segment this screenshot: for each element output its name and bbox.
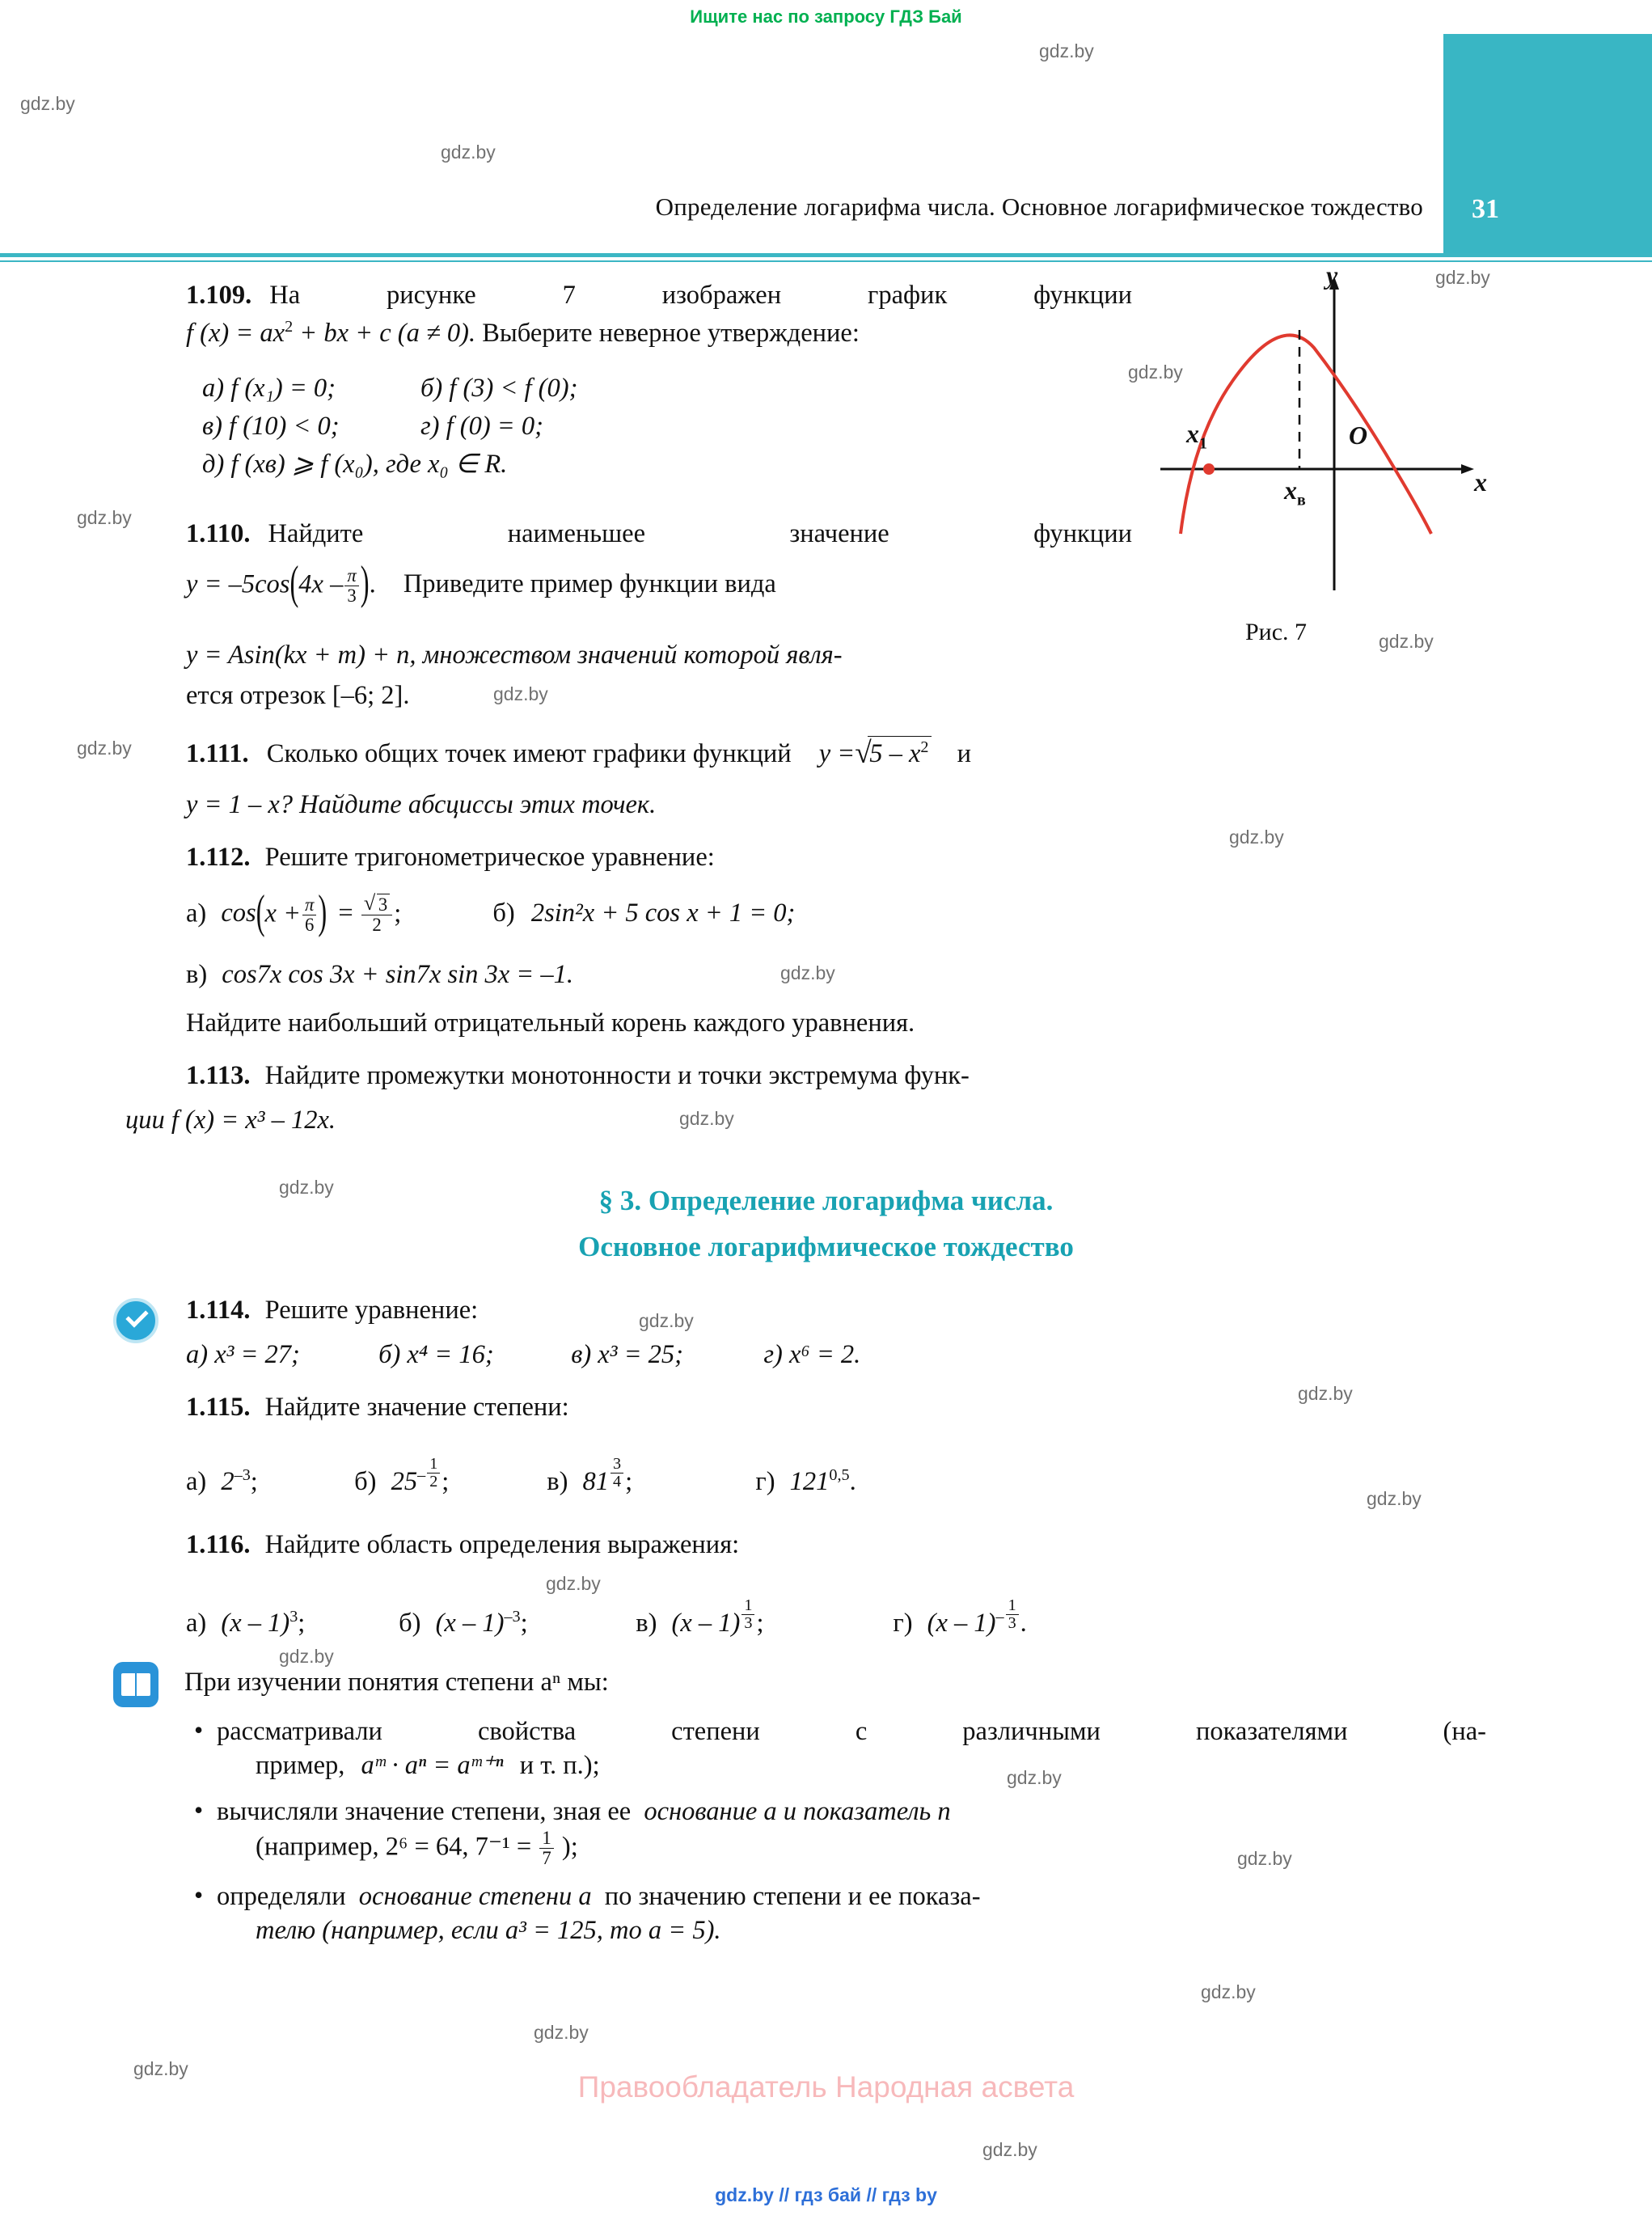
watermark: gdz.by [1435,267,1490,288]
option-d: д) f (xв) ⩾ f (x₀), где x₀ ∈ R. [202,449,508,479]
option-a: а) x³ = 27; [186,1340,300,1369]
watermark: gdz.by [1237,1848,1292,1869]
task-number: 1.113. [186,1061,251,1090]
task-number: 1.114. [186,1296,251,1325]
watermark: gdz.by [1298,1383,1353,1404]
promo-banner: Ищите нас по запросу ГДЗ Бай [690,6,962,27]
bullet-3-line1a: определяли [217,1881,346,1911]
page-number: 31 [1472,194,1499,224]
footer-links: gdz.by // гдз бай // гдз by [715,2184,937,2205]
task-1-110-line3 [186,639,1156,672]
watermark: gdz.by [780,962,835,983]
expr-c: (x – 1) [671,1609,741,1638]
task-1-115-a-exp: –3 [234,1466,251,1485]
bullet-1-line1: • рассматривали свойства степени с различными показателями (на- [217,1717,1486,1746]
task-1-115-c-label: в) [547,1467,568,1497]
task-1-115-d-exp: 0,5 [829,1466,850,1485]
task-1-114 [186,1294,478,1327]
task-1-112-line1: Решите тригонометрическое уравнение: [264,843,715,872]
task-1-109-expr-tail: Выберите неверное утверждение: [475,318,860,348]
task-1-113-line1: Найдите промежутки монотонности и точки экстремума функ- [264,1061,970,1090]
task-1-112-c-expr: cos7x cos 3x + sin7x sin 3x = –1. [222,960,573,989]
watermark: gdz.by [441,142,496,163]
task-1-112-c-label: в) [186,960,208,989]
task-1-114-line1: Решите уравнение: [264,1296,479,1325]
task-1-116-options: а) (x – 1)$^3$; б) (x – 1)$^{-3}$; в) (x – 1) $^{\frac{1}{3}}$ ; г) (x – 1)$^{- \frac{1}{3}}$ . [186,1596,1027,1638]
header-rule-thin [0,260,1652,262]
watermark: gdz.by [133,2058,188,2079]
task-1-115-c-base: 81 [582,1467,610,1497]
check-circle-icon [113,1298,158,1343]
exp-minus-half: – 1 2 [417,1466,442,1484]
bullet-1-line2c: и т. п.); [519,1751,600,1781]
task-1-116-c-label: в) [636,1609,657,1638]
bullet-1-line2a: пример, [256,1751,345,1781]
expr-d: (x – 1) [927,1609,996,1638]
bullet-3-line2: телю (например, если a³ = 125, то a = 5). [256,1916,721,1946]
task-1-112-a-inner: x + [264,898,302,928]
task-1-111-tail: и [957,739,972,768]
watermark: gdz.by [546,1573,601,1594]
bullet-3-line1c: по значению степени и ее показа- [604,1881,981,1911]
watermark: gdz.by [279,1646,334,1667]
watermark: gdz.by [982,2139,1037,2160]
note-bullet-list [186,1715,1486,1956]
bullet-1-formula: aᵐ · aⁿ = aᵐ⁺ⁿ [361,1751,504,1781]
bullet-2-line2b: ); [561,1832,578,1862]
bullet-2-line2a: (например, 2⁶ = 64, 7⁻¹ = [256,1832,532,1862]
task-1-112 [186,841,715,874]
fraction-sqrt3-2: √ $\frac{3}{2}$ [361,894,392,935]
task-1-109-options [202,372,577,481]
fraction-1-7: $\frac{1}{7}$ [539,1829,553,1868]
figure-7 [1152,260,1492,607]
task-1-109: 1.109. На рисунке 7 изображен график функции f $(x) = ax^2$ + bx + c (a ≠ 0). Выберите неверное утверждение: [186,281,1132,348]
task-1-111 [186,736,1464,771]
expr-a: (x – 1) [221,1609,290,1638]
task-1-114-options [186,1338,860,1372]
task-1-110-expr-b: 4x – [298,569,344,599]
task-1-111-line1: Сколько общих точек имеют графики функций [266,739,792,768]
task-1-109-expr-prefix: f (x) = ax [186,318,285,348]
option-v: в) f (10) < 0; [202,411,340,441]
bullet-2-line1b: основание a и показатель n [644,1796,951,1826]
fraction-pi-6: $\frac{\pi}{6}$ [302,895,316,935]
task-1-115-a-label: а) [186,1467,207,1497]
header-rule-thick [0,253,1652,257]
task-1-110-line3-text: y = Asin(kx + m) + n, множеством значений которой явля- [186,641,843,670]
watermark: gdz.by [1379,631,1434,652]
list-item [217,1715,1486,1783]
task-1-110-line2c: Приведите пример функции вида [403,569,776,599]
option-b: б) f (3) < f (0); [420,374,578,403]
task-1-115-d-base: 121 [789,1467,830,1497]
figure-origin-label: O [1349,421,1368,450]
task-1-112-c [186,958,573,991]
watermark: gdz.by [1007,1767,1062,1788]
note-intro-text: При изучении понятия степени aⁿ мы: [184,1668,609,1697]
figure-axis-x-label: x [1474,467,1487,497]
option-v: в) x³ = 25; [571,1340,683,1369]
watermark: gdz.by [534,2022,589,2043]
task-1-112-a-expr: cos [221,898,256,928]
task-1-112-b-expr: 2sin²x + 5 cos x + 1 = 0; [530,898,796,928]
list-item [217,1795,1486,1868]
copyright-watermark: Правообладатель Народная асвета [577,2070,1075,2103]
task-1-112-final: Найдите наибольший отрицательный корень каждого уравнения. [186,1008,915,1038]
watermark: gdz.by [1201,1981,1256,2002]
task-1-115-line1: Найдите значение степени: [264,1393,569,1422]
task-1-111-radicand: 5 – x [869,739,921,768]
task-1-115 [186,1391,569,1424]
watermark: gdz.by [1367,1488,1422,1509]
watermark: gdz.by [493,683,548,704]
task-1-110-line1: Найдите наименьшее значение функции [268,519,1132,548]
option-g: г) f (0) = 0; [420,411,543,441]
option-a: а) f (x₁) = 0; [202,374,336,403]
figure-caption: Рис. 7 [1245,619,1308,645]
watermark: gdz.by [1229,827,1284,848]
task-number: 1.111. [186,739,249,768]
task-1-111-line2 [186,789,656,822]
task-1-116-line1: Найдите область определения выражения: [264,1530,740,1559]
fraction-pi-3: $\frac{\pi}{3}$ [344,566,358,606]
task-1-110 [186,518,1132,551]
running-head: Определение логарифма числа. Основное логарифмическое тождество [655,192,1423,221]
watermark: gdz.by [20,93,75,114]
section-heading-line1: § 3. Определение логарифма числа. [598,1185,1054,1216]
task-1-115-b-base: 25 [391,1467,418,1497]
task-1-110-formula-line: y = –5cos(4x – $\frac{\pi}{3}$ ). Приведите пример функции вида [186,557,776,611]
task-1-116-b-label: б) [399,1609,421,1638]
task-1-116 [186,1528,739,1562]
watermark: gdz.by [1039,40,1094,61]
list-item [217,1879,1486,1948]
sqrt-symbol: √ $5 - x^2$ [855,736,931,771]
task-1-111-line2-text: y = 1 – x? Найдите абсциссы этих точек. [186,790,657,819]
watermark: gdz.by [679,1108,734,1129]
task-1-109-expr-mid: + bx + c (a ≠ 0). [293,318,476,348]
watermark: gdz.by [77,738,132,759]
watermark: gdz.by [1128,362,1183,383]
task-1-113-line2 [125,1104,336,1137]
watermark: gdz.by [77,507,132,528]
task-number: 1.110. [186,519,251,548]
figure-vertex-label: $x_в$ [1284,476,1306,509]
watermark: gdz.by [279,1177,334,1198]
expr-b: (x – 1) [435,1609,505,1638]
figure-axis-y-label: y [1326,260,1338,290]
task-1-111-expr: y = [818,739,856,768]
task-1-116-a-label: а) [186,1609,207,1638]
task-1-113 [186,1059,1456,1093]
figure-x1-label: $x_1$ [1186,419,1207,453]
task-1-115-options: а) $2^{-3}$; б) $25^{- \frac{1}{2}}$ ; в) 81 $^{\frac{3}{4}}$ ; г) 121$^{0,5}$. [186,1455,856,1497]
bullet-2-line1a: вычисляли значение степени, зная ее [217,1796,632,1826]
section-heading-line2: Основное логарифмическое тождество [578,1231,1074,1262]
task-1-115-a-base: 2 [221,1467,234,1497]
task-1-110-line4: ется отрезок [–6; 2]. [186,681,410,710]
note-intro [184,1666,609,1699]
task-1-115-d-label: г) [755,1467,775,1497]
task-number: 1.116. [186,1530,251,1559]
watermark: gdz.by [639,1310,694,1331]
task-number: 1.115. [186,1393,251,1422]
task-1-109-line1: На рисунке 7 изображен график функции [269,281,1132,310]
bullet-3-line1b: основание степени a [358,1881,592,1911]
exp-three-quarters: 3 4 [609,1466,625,1484]
task-number: 1.109. [186,281,252,310]
option-g: г) x⁶ = 2. [763,1340,861,1369]
task-1-116-d-label: г) [893,1609,913,1638]
book-icon [113,1662,158,1707]
task-1-113-line2-text: ции f (x) = x³ – 12x. [125,1106,336,1135]
task-1-115-b-label: б) [354,1467,377,1497]
task-1-112-a-label: а) [186,898,207,928]
task-1-112-options: а) cos(x + $\frac{\pi}{6}$ ) = √ $\frac{3}{2}$ ; б) 2sin²x + 5 cos x + 1 = 0; [186,894,1156,935]
task-1-112-b-label: б) [492,898,515,928]
task-1-110-expr-a: y = –5cos [186,569,290,599]
option-b: б) x⁴ = 16; [378,1340,494,1369]
task-number: 1.112. [186,843,251,872]
